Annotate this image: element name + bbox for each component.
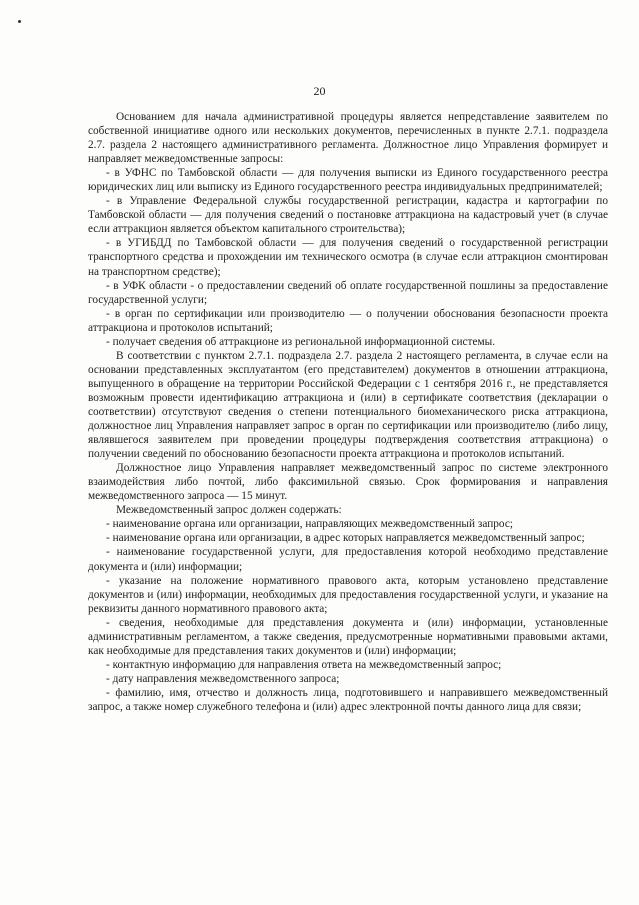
document-body [88,110,608,714]
paragraph: - в УФНС по Тамбовской области — для получения выписки из Единого государственного реестра юридических лиц или выписку из Единого государственного реестра индивидуальных предпринимателей; [88,167,608,194]
paragraph: - в УФК области - о предоставлении сведений об оплате государственной пошлины за предоставление государственной услуги; [88,279,608,306]
page-number: 20 [313,84,326,98]
paragraph: - указание на положение нормативного правового акта, которым установлено представление документов и (или) информации, необходимых для предоставления государственной услуги, и указание на реквизиты данного нормативного правового акта; [88,574,608,615]
paragraph: - дату направления межведомственного запроса; [106,672,340,685]
paragraph: - сведения, необходимые для представления документа и (или) информации, установленные административным регламентом, а также сведения, предусмотренные нормативными правовыми актами, как необходимые для представления таких документов и (или) информации; [88,616,608,657]
paragraph: - в УГИБДД по Тамбовской области — для получения сведений о государственной регистрации транспортного средства и прохождении им технического осмотра (в случае если аттракцион смонтирован на транспортном средстве); [88,237,608,278]
paragraph: Должностное лицо Управления направляет межведомственный запрос по системе электронного взаимодействия либо почтой, либо факсимильной связью. Срок формирования и направления межведомственного запроса — 15 минут. [88,462,608,503]
paragraph: - контактную информацию для направления ответа на межведомственный запрос; [106,658,502,671]
paragraph: - наименование государственной услуги, для предоставления которой необходимо представление документа и (или) информации; [88,546,608,573]
paragraph: В соответствии с пунктом 2.7.1. подраздела 2.7. раздела 2 настоящего регламента, в случае если на основании представленных эксплуатантом (его представителем) документов в отношении аттракциона, выпущенного в обращение на территории Российской Федерации с 1 сентября 2016 г., не представляется возможным провести идентификацию аттракциона и (или) в сертификате соответствия (декларации о соответствии) отсутствуют сведения о степени потенциального биомеханического риска аттракциона, должностное лиц Управления направляет запрос в орган по сертификации или производителю (либо лицу, являвшегося заявителем при проведении процедуры подтверждения соответствия аттракциона) о получении сведений по обоснованию безопасности проекта аттракциона и протоколов испытаний. [88,349,608,461]
paragraph: - в орган по сертификации или производителю — о получении обоснования безопасности проекта аттракциона и протоколов испытаний; [88,307,608,334]
scan-speck [18,20,21,23]
paragraph: - получает сведения об аттракционе из региональной информационной системы. [106,335,496,348]
paragraph: - в Управление Федеральной службы государственной регистрации, кадастра и картографии по Тамбовской области — для получения сведений о постановке аттракциона на кадастровый учет (в случае если аттракцион является объектом капитального строительства); [88,195,608,236]
paragraph: Межведомственный запрос должен содержать: [116,504,342,517]
paragraph: Основанием для начала административной процедуры является непредставление заявителем по собственной инициативе одного или нескольких документов, перечисленных в пункте 2.7.1. подраздела 2.7. раздела 2 настоящего административного регламента. Должностное лицо Управления формирует и направляет межведомственные запросы: [88,111,608,166]
paragraph: - наименование органа или организации, направляющих межведомственный запрос; [106,518,513,531]
paragraph: - наименование органа или организации, в адрес которых направляется межведомственный запрос; [106,532,585,545]
paragraph: - фамилию, имя, отчество и должность лица, подготовившего и направившего межведомственный запрос, а также номер служебного телефона и (или) адрес электронной почты данного лица для связи; [88,686,608,713]
